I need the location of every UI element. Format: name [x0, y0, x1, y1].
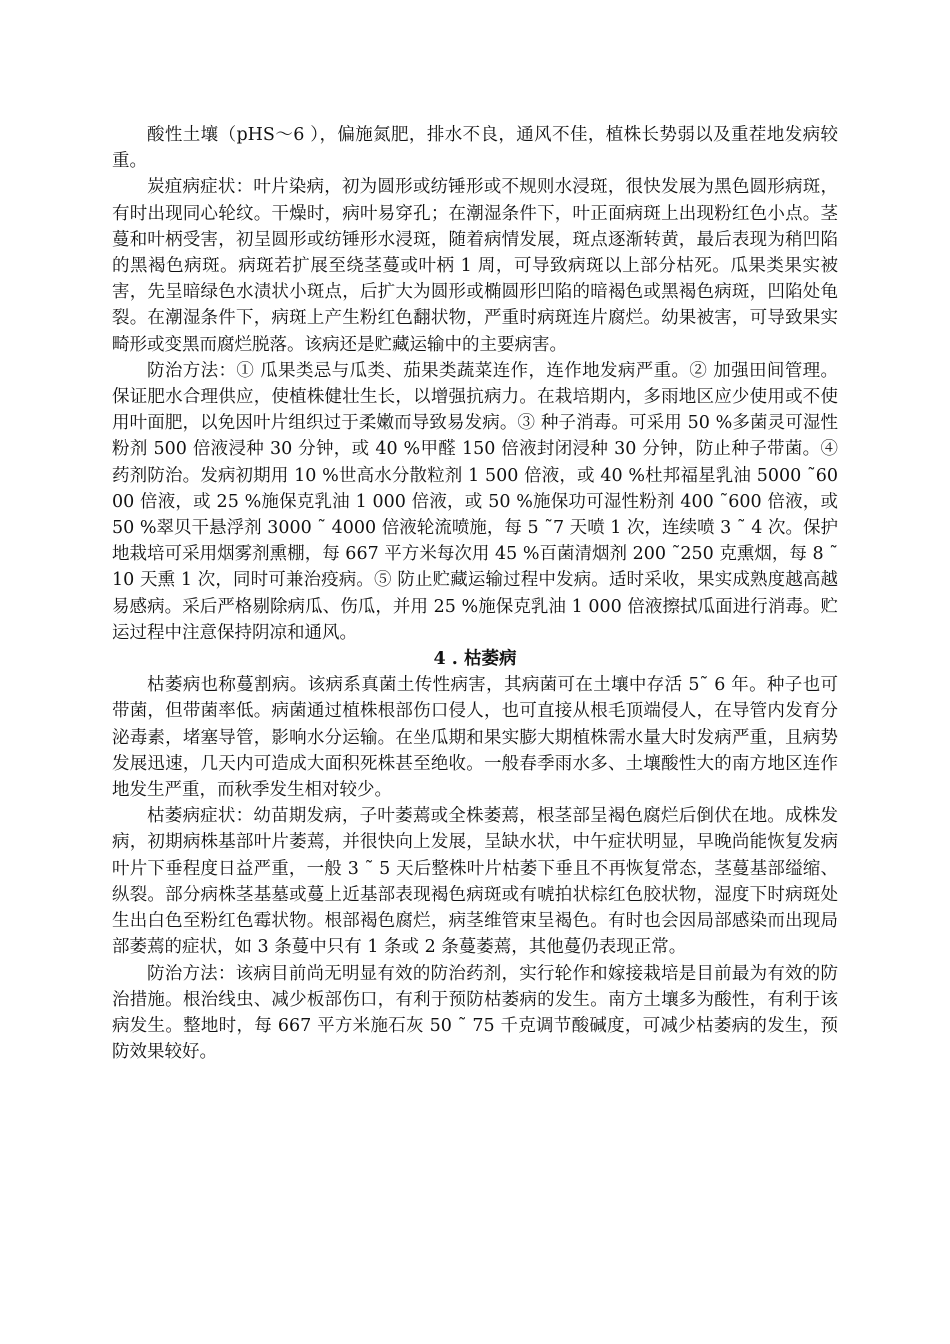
- paragraph-fusarium-intro: 枯萎病也称蔓割病。该病系真菌土传性病害，其病菌可在土壤中存活 5˜ 6 年。种子也可带菌，但带菌率低。病菌通过植株根部伤口侵人，也可直接从根毛顶端侵人，在导管内发育分泌毒素，堵塞导管，影响水分运输。在坐瓜期和果实膨大期植株需水量大时发病严重，且病势发展迅速，几天内可造成大面积死株甚至绝收。一般春季雨水多、土壤酸性大的南方地区连作地发生严重，而秋季发生相对较少。: [112, 675, 838, 801]
- paragraph-anthracnose-control: 防治方法：① 瓜果类忌与瓜类、茄果类蔬菜连作，连作地发病严重。② 加强田间管理。保证肥水合理供应，使植株健壮生长，以增强抗病力。在栽培期内，多雨地区应少使用或不使用叶面肥，以免因叶片组织过于柔嫩而导致易发病。③ 种子消毒。可采用 50 %多菌灵可湿性粉剂 500 倍液浸种 30 分钟，或 40 %甲醛 150 倍液封闭浸种 30 分钟，防止种子带菌。④ 药剂防治。发病初期用 10 %世高水分散粒剂 1 500 倍液，或 40 %杜邦福星乳油 5000 ˜6000 倍液，或 25 %施保克乳油 1 000 倍液，或 50 %施保功可湿性粉剂 400 ˜600 倍液，或 50 %翠贝干悬浮剂 3000 ˜ 4000 倍液轮流喷施，每 5 ˜7 天喷 1 次，连续喷 3 ˜ 4 次。保护地栽培可采用烟雾剂熏棚，每 667 平方米每次用 45 %百菌清烟剂 200 ˜250 克熏烟，每 8 ˜ 10 天熏 1 次，同时可兼治疫病。⑤ 防止贮藏运输过程中发病。适时采收，果实成熟度越高越易感病。采后严格剔除病瓜、伤瓜，并用 25 %施保克乳油 1 000 倍液擦拭瓜面进行消毒。贮运过程中注意保持阴凉和通风。: [112, 360, 838, 643]
- section-heading-fusarium-wilt: 4 . 枯萎病: [433, 649, 517, 670]
- paragraph-anthracnose-symptoms: 炭疽病症状：叶片染病，初为圆形或纺锤形或不规则水浸斑，很快发展为黑色圆形病斑，有时出现同心轮纹。干燥时，病叶易穿孔；在潮湿条件下，叶正面病斑上出现粉红色小点。茎蔓和叶柄受害，初呈圆形或纺锤形水浸斑，随着病情发展，斑点逐渐转黄，最后表现为稍凹陷的黑褐色病斑。病斑若扩展至绕茎蔓或叶柄 1 周，可导致病斑以上部分枯死。瓜果类果实被害，先呈暗绿色水渍状小斑点，后扩大为圆形或椭圆形凹陷的暗褐色或黑褐色病斑，凹陷处龟裂。在潮湿条件下，病斑上产生粉红色翻状物，严重时病斑连片腐烂。幼果被害，可导致果实畸形或变黑而腐烂脱落。该病还是贮藏运输中的主要病害。: [112, 177, 838, 355]
- document-body: [112, 122, 838, 1065]
- paragraph-fusarium-symptoms: 枯萎病症状：幼苗期发病，子叶萎蔫或全株萎蔫，根茎部呈褐色腐烂后倒伏在地。成株发病，初期病株基部叶片萎蔫，并很快向上发展，呈缺水状，中午症状明显，早晚尚能恢复发病叶片下垂程度日益严重，一般 3 ˜ 5 天后整株叶片枯萎下垂且不再恢复常态，茎蔓基部缢缩、纵裂。部分病株茎基墓或蔓上近基部表现褐色病斑或有唬拍状棕红色胶状物，湿度下时病斑处生出白色至粉红色霉状物。根部褐色腐烂，病茎维管束呈褐色。有时也会因局部感染而出现局部萎蔫的症状，如 3 条蔓中只有 1 条或 2 条蔓萎蔫，其他蔓仍表现正常。: [112, 806, 838, 958]
- paragraph-soil-conditions: 酸性土壤（pHS～6 ），偏施氮肥，排水不良，通风不佳，植株长势弱以及重茬地发病较重。: [112, 125, 838, 172]
- paragraph-fusarium-control: 防治方法：该病目前尚无明显有效的防治药剂，实行轮作和嫁接栽培是目前最为有效的防治措施。根治线虫、减少板部伤口，有利于预防枯萎病的发生。南方土壤多为酸性，有利于该病发生。整地时，每 667 平方米施石灰 50 ˜ 75 千克调节酸碱度，可减少枯萎病的发生，预防效果较好。: [112, 963, 838, 1063]
